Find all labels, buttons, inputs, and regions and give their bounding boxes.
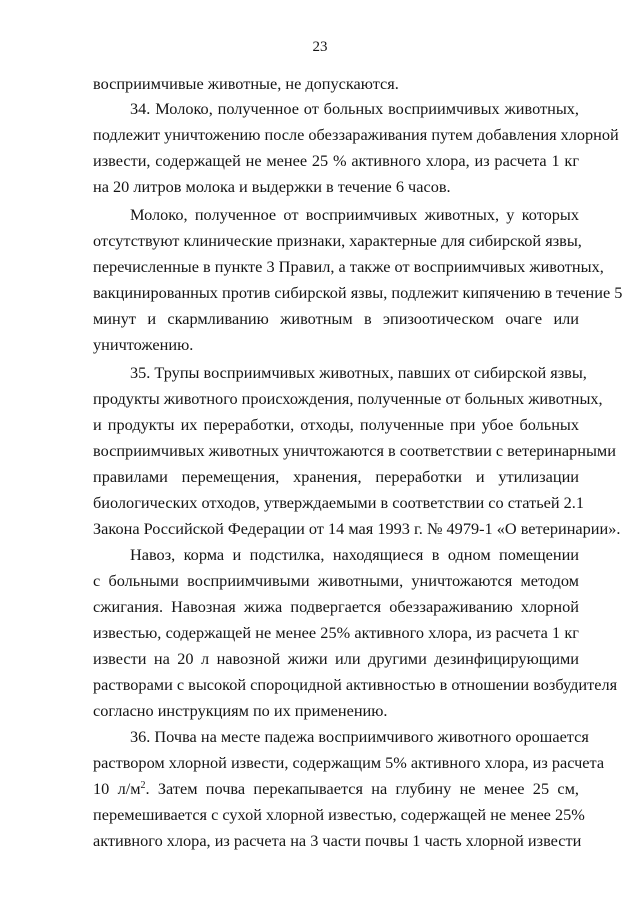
text-line: Молоко, полученное от восприимчивых животных, у которых [130,205,579,224]
text-line: продукты животного происхождения, полученные от больных животных, [93,389,603,408]
text-line: 35. Трупы восприимчивых животных, павших от сибирской язвы, [130,363,587,382]
text-line: подлежит уничтожению после обеззараживания путем добавления хлорной [93,125,619,144]
text-line: растворами с высокой спороцидной активностью в отношении возбудителя [93,675,618,694]
text-line: восприимчивые животные, не допускаются. [93,74,399,93]
text-line: правилами перемещения, хранения, переработки и утилизации [93,467,579,486]
text-line: 34. Молоко, полученное от больных восприимчивых животных, [130,99,579,118]
text-line: с больными восприимчивыми животными, уничтожаются методом [93,571,579,590]
text-line: минут и скармливанию животным в эпизоотическом очаге или [93,309,579,328]
text-line: отсутствуют клинические признаки, характерные для сибирской язвы, [93,231,582,250]
text-line: известью, содержащей не менее 25% активного хлора, из расчета 1 кг [93,623,579,642]
text-line: согласно инструкциям по их применению. [93,701,388,720]
text-line: перечисленные в пункте 3 Правил, а также от восприимчивых животных, [93,257,604,276]
text-line: активного хлора, из расчета на 3 части почвы 1 часть хлорной извести [93,831,582,850]
text-line: 36. Почва на месте падежа восприимчивого животного орошается [130,727,589,746]
text-line: Закона Российской Федерации от 14 мая 1993 г. № 4979-1 «О ветеринарии». [93,519,621,538]
text-line: извести на 20 л навозной жижи или другими дезинфицирующими [93,649,579,668]
text-line: сжигания. Навозная жижа подвергается обеззараживанию хлорной [93,597,579,616]
text-line: биологических отходов, утверждаемыми в соответствии со статьей 2.1 [93,493,584,512]
text-line: уничтожению. [93,335,194,354]
text-line: раствором хлорной извести, содержащим 5% активного хлора, из расчета [93,753,605,772]
text-line: восприимчивых животных уничтожаются в соответствии с ветеринарными [93,441,616,460]
text-line [93,779,579,799]
text-fragment: . Затем почва перекапывается на глубину не менее 25 см, [145,779,579,798]
unit-text: 10 л/м [93,779,141,798]
text-line: вакцинированных против сибирской язвы, подлежит кипячению в течение 5 [93,283,623,302]
text-line: на 20 литров молока и выдержки в течение 6 часов. [93,177,451,196]
superscript: 2 [140,780,146,791]
text-line: извести, содержащей не менее 25 % активного хлора, из расчета 1 кг [93,151,579,170]
text-line: и продукты их переработки, отходы, полученные при убое больных [93,415,579,434]
text-line: Навоз, корма и подстилка, находящиеся в одном помещении [130,545,579,564]
page-number: 23 [312,39,328,55]
text-line: перемешивается с сухой хлорной известью, содержащей не менее 25% [93,805,585,824]
